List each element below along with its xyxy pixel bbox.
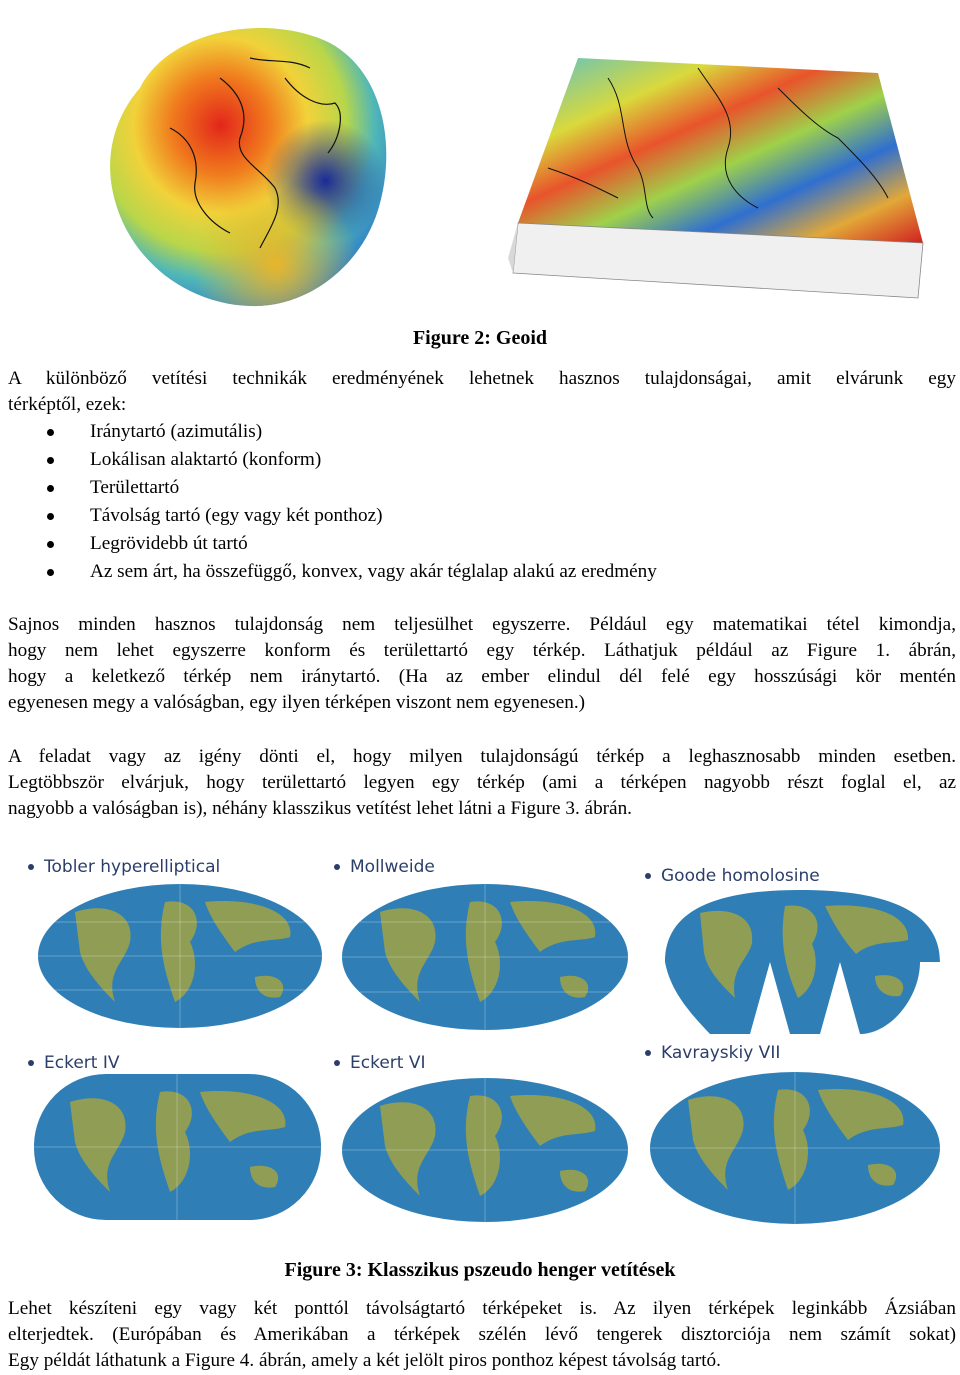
geoid-globe-image xyxy=(100,18,400,310)
paragraph-line: Sajnos minden hasznos tulajdonság nem teljesülhet egyszerre. Például egy matematikai tétel kimondja, xyxy=(8,614,956,635)
bullet-icon xyxy=(334,1060,340,1066)
projection-label: Goode homolosine xyxy=(645,866,820,886)
paragraph-line: A feladat vagy az igény dönti el, hogy milyen tulajdonságú térkép a leghasznosabb minden esetben. xyxy=(8,746,956,767)
intro-line: A különböző vetítési technikák eredményének lehetnek hasznos tulajdonságai, amit elvárunk egy xyxy=(8,368,956,389)
projection-label: Eckert IV xyxy=(28,1053,120,1073)
paragraph-line: elterjedtek. (Európában és Amerikában a térképek szélén lévő tengerek disztorciója nem számít sokat) xyxy=(8,1324,956,1345)
list-item: Iránytartó (azimutális) xyxy=(0,418,657,446)
projection-label: Mollweide xyxy=(334,857,435,877)
bullet-icon xyxy=(47,429,54,436)
bullet-icon xyxy=(645,873,651,879)
goode-map-image xyxy=(660,888,945,1036)
kavrayskiy-map-image xyxy=(648,1070,943,1226)
paragraph-line: Legtöbbször elvárjuk, hogy területtartó legyen egy térkép (ami a térképen nagyobb részt foglal el, az xyxy=(8,772,956,793)
list-item: Legrövidebb út tartó xyxy=(0,530,657,558)
figure-3-caption: Figure 3: Klasszikus pszeudo henger vetítések xyxy=(284,1259,676,1281)
projection-label: Tobler hyperelliptical xyxy=(28,857,220,877)
bullet-icon xyxy=(28,864,34,870)
list-item: Távolság tartó (egy vagy két ponthoz) xyxy=(0,502,657,530)
paragraph-line: egyenesen megy a valóságban, egy ilyen térképen viszont nem egyenesen.) xyxy=(8,692,586,713)
projection-label: Kavrayskiy VII xyxy=(645,1043,780,1063)
paragraph-line: hogy nem lehet egyszerre konform és területtartó egy térkép. Láthatjuk például az Figure 1. ábrán, xyxy=(8,640,956,661)
geoid-surface-image xyxy=(478,48,928,310)
intro-paragraph xyxy=(8,366,956,418)
projection-label: Eckert VI xyxy=(334,1053,426,1073)
bullet-icon xyxy=(645,1050,651,1056)
eckert-iv-map-image xyxy=(30,1072,325,1222)
paragraph-task xyxy=(8,744,956,822)
paragraph-line: hogy a keletkező térkép nem iránytartó. (Ha az ember elindul dél felé egy hosszúsági kör mentén xyxy=(8,666,956,687)
bullet-icon xyxy=(47,485,54,492)
bullet-icon xyxy=(47,457,54,464)
paragraph-distance xyxy=(8,1296,956,1374)
mollweide-map-image xyxy=(340,882,630,1032)
list-item: Területtartó xyxy=(0,474,657,502)
intro-line: térképtől, ezek: xyxy=(8,394,127,415)
list-item: Az sem árt, ha összefüggő, konvex, vagy akár téglalap alakú az eredmény xyxy=(0,558,657,586)
paragraph-line: Egy példát láthatunk a Figure 4. ábrán, amely a két jelölt piros ponthoz képest távolság tartó. xyxy=(8,1350,721,1371)
list-item: Lokálisan alaktartó (konform) xyxy=(0,446,657,474)
paragraph-line: nagyobb a valóságban is), néhány klasszikus vetítést lehet látni a Figure 3. ábrán. xyxy=(8,798,632,819)
figure-2-caption: Figure 2: Geoid xyxy=(412,327,548,349)
bullet-icon xyxy=(47,569,54,576)
eckert-vi-map-image xyxy=(340,1076,630,1224)
properties-list xyxy=(0,418,657,586)
paragraph-properties xyxy=(8,612,956,716)
bullet-icon xyxy=(28,1060,34,1066)
bullet-icon xyxy=(47,541,54,548)
paragraph-line: Lehet készíteni egy vagy két ponttól távolságtartó térképeket is. Az ilyen térképek leginkább Ázsiában xyxy=(8,1298,956,1319)
tobler-map-image xyxy=(35,882,325,1030)
bullet-icon xyxy=(47,513,54,520)
bullet-icon xyxy=(334,864,340,870)
